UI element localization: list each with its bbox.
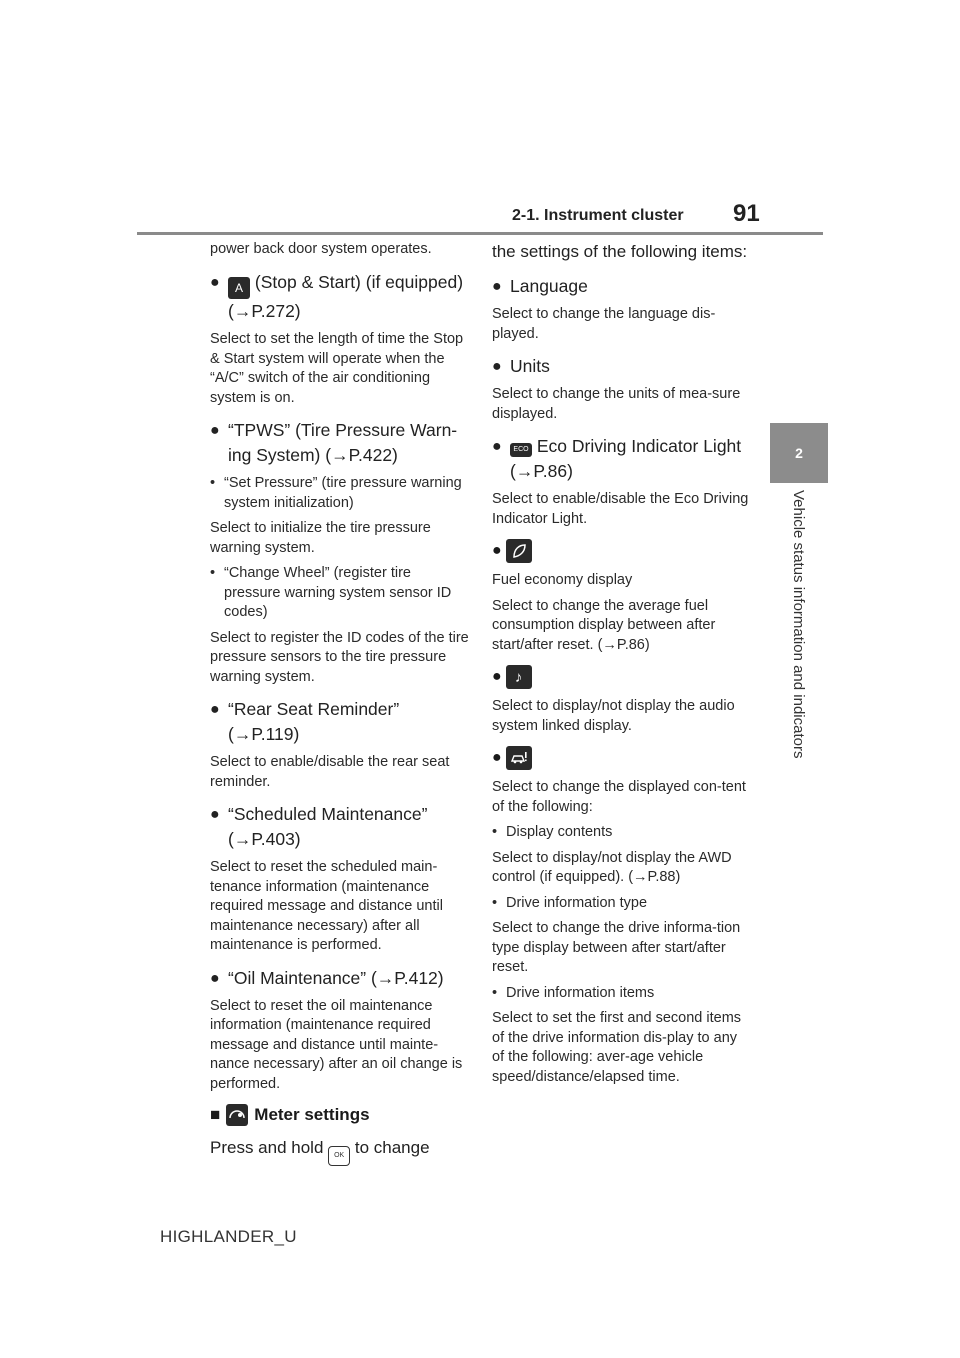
- language-heading-text: Language: [510, 276, 588, 296]
- bullet-icon: ●: [492, 749, 502, 766]
- tpws-heading: [210, 418, 470, 468]
- tpws-desc-2: Select to register the ID codes of the tire pressure sensors to the tire pressure warning system.: [210, 629, 469, 685]
- rear-seat-heading: [210, 697, 470, 747]
- tpws-bullet-set-pressure: • “Set Pressure” (tire pressure warning system initialization): [210, 475, 462, 511]
- eco-heading-text: Eco Driving Indicator Light (→P.86): [510, 436, 742, 481]
- oil-maintenance-heading-text: “Oil Maintenance” (→P.412): [228, 967, 444, 988]
- eco-icon: ECO: [510, 443, 532, 457]
- content-desc: Select to change the displayed con-tent of the following:: [492, 779, 746, 815]
- leaf-icon: [506, 539, 532, 563]
- language-heading: [492, 274, 752, 299]
- tpws-heading-text: “TPWS” (Tire Pressure Warn-ing System) (→P.422): [228, 420, 458, 465]
- scheduled-maintenance-heading: [210, 802, 470, 852]
- tpws-desc-1: Select to initialize the tire pressure warning system.: [210, 520, 431, 556]
- settings-intro-text: the settings of the following items:: [492, 242, 748, 261]
- chapter-tab: 2: [770, 423, 828, 483]
- bullet-icon: ●: [210, 273, 220, 291]
- bullet-drive-type-text: Drive information type: [506, 894, 648, 911]
- audio-item: [492, 665, 752, 689]
- language-desc: Select to change the language dis-played.: [492, 306, 716, 342]
- bullet-icon: ●: [492, 542, 502, 559]
- eco-heading: [492, 434, 752, 484]
- bullet-display-contents: • Display contents: [492, 824, 613, 840]
- meter-settings-heading-text: Meter settings: [254, 1105, 370, 1124]
- tpws-bullet-2-text: “Change Wheel” (register tire pressure warning system sensor ID codes): [224, 565, 452, 620]
- press-hold-text-2: to change: [354, 1138, 430, 1157]
- units-heading: [492, 354, 752, 379]
- rear-seat-heading-text: “Rear Seat Reminder” (→P.119): [228, 699, 400, 744]
- vehicle-content-item: [492, 746, 752, 770]
- oil-maintenance-heading: [210, 966, 470, 991]
- scheduled-maintenance-heading-text: “Scheduled Maintenance” (→P.403): [228, 804, 428, 849]
- square-bullet-icon: ■: [210, 1105, 221, 1124]
- drive-items-desc: Select to set the first and second items of the drive information dis-play to any of the following: aver-age vehicle speed/distance/elapsed time.: [492, 1010, 742, 1085]
- bullet-drive-items-text: Drive information items: [506, 984, 655, 1001]
- bullet-icon: ●: [210, 806, 220, 823]
- fuel-economy-item: [492, 539, 752, 563]
- meter-settings-icon: [226, 1104, 248, 1126]
- fuel-economy-desc: Select to change the average fuel consumption display between after start/after reset. (→P.86): [492, 597, 716, 653]
- chapter-side-label: [787, 490, 811, 800]
- units-heading-text: Units: [510, 356, 550, 376]
- right-column: [492, 240, 752, 1093]
- fuel-economy-title: Fuel economy display: [492, 572, 633, 588]
- left-column: [210, 240, 470, 1166]
- section-title: 2-1. Instrument cluster: [512, 207, 684, 224]
- bullet-drive-type: • Drive information type: [492, 894, 648, 911]
- press-hold-text-1: Press and hold: [210, 1138, 324, 1157]
- tpws-bullet-1-text: “Set Pressure” (tire pressure warning system initialization): [224, 475, 462, 511]
- drive-type-desc: Select to change the drive informa-tion type display between after start/after reset.: [492, 920, 741, 975]
- bullet-icon: ●: [210, 969, 220, 987]
- eco-desc: Select to enable/disable the Eco Driving Indicator Light.: [492, 491, 749, 527]
- stop-start-desc: Select to set the length of time the Stop & Start system will operate when the “A/C” switch of the air conditioning system is on.: [210, 331, 464, 406]
- audio-desc: Select to display/not display the audio system linked display.: [492, 698, 735, 734]
- stop-start-heading: [210, 270, 470, 325]
- scheduled-maintenance-desc: Select to reset the scheduled main-tenance information (maintenance required message and distance until maintenance necessary) after all maintenance is performed.: [210, 859, 443, 953]
- bullet-icon: ●: [492, 438, 502, 455]
- meter-settings-heading: [210, 1104, 470, 1126]
- units-desc: Select to change the units of mea-sure displayed.: [492, 386, 741, 422]
- intro-text: power back door system operates.: [210, 241, 432, 257]
- rear-seat-desc: Select to enable/disable the rear seat reminder.: [210, 754, 450, 790]
- awd-desc: Select to display/not display the AWD control (if equipped). (→P.88): [492, 849, 732, 885]
- bullet-icon: ●: [210, 701, 220, 718]
- bullet-icon: ●: [492, 278, 502, 295]
- bullet-icon: ●: [210, 422, 220, 439]
- bullet-icon: ●: [492, 668, 502, 685]
- oil-maintenance-desc: Select to reset the oil maintenance information (maintenance required message and distance until mainte-nance necessary) after an oil change is performed.: [210, 997, 463, 1092]
- chapter-label-text: Vehicle status information and indicators: [790, 490, 807, 759]
- ok-button-icon: OK: [328, 1146, 350, 1166]
- music-note-icon: ♪: [506, 665, 532, 689]
- vehicle-info-icon: [506, 746, 532, 770]
- bullet-display-contents-text: Display contents: [506, 824, 613, 840]
- header-divider: [137, 232, 823, 235]
- tpws-bullet-change-wheel: • “Change Wheel” (register tire pressure warning system sensor ID codes): [210, 565, 452, 620]
- bullet-icon: ●: [492, 358, 502, 375]
- bullet-drive-items: • Drive information items: [492, 984, 655, 1001]
- model-code: HIGHLANDER_U: [160, 1227, 297, 1246]
- stop-start-icon: A: [228, 277, 250, 299]
- page-number: 91: [733, 200, 760, 227]
- stop-start-heading-text: (Stop & Start) (if equipped) (→P.272): [228, 271, 464, 321]
- press-hold-text: [210, 1136, 470, 1166]
